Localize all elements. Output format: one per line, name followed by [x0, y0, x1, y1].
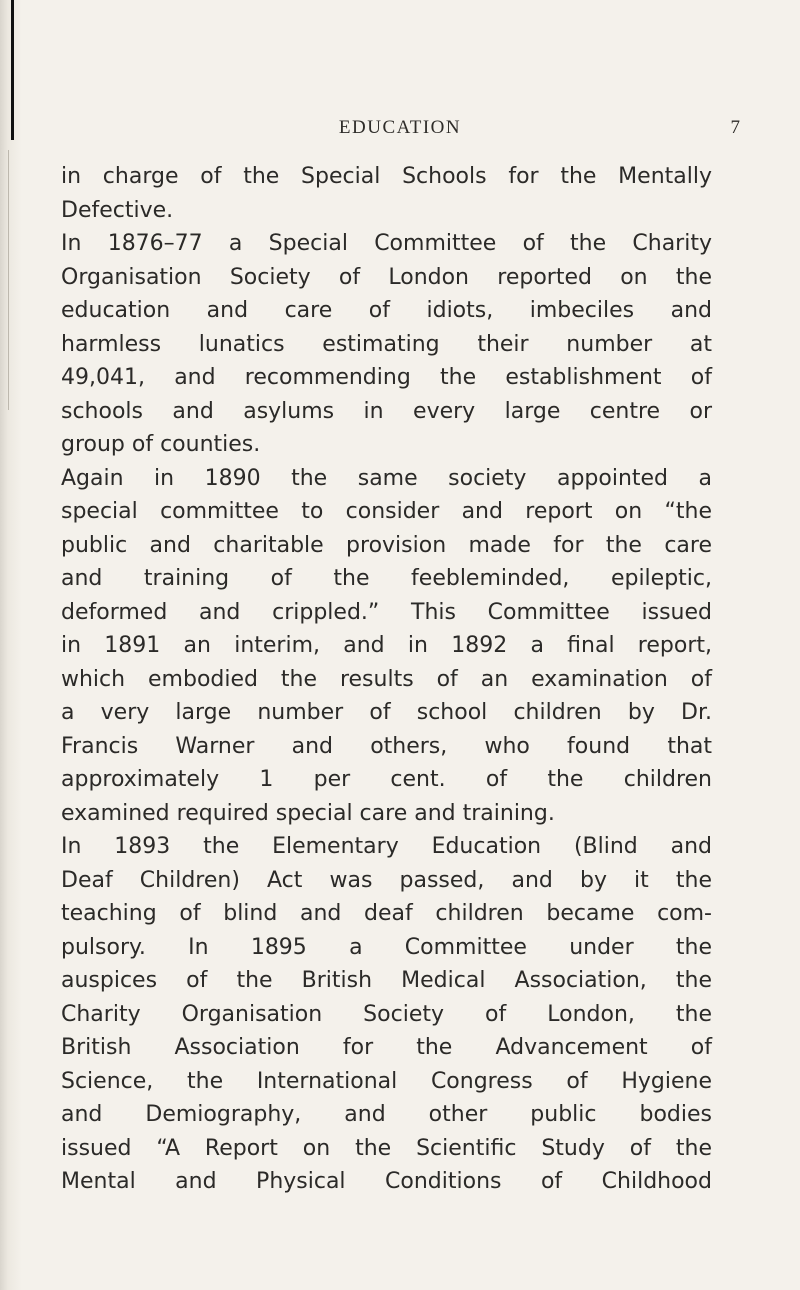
page-number: 7 [730, 117, 740, 138]
text-line: auspices of the British Medical Association, the [61, 968, 712, 993]
text-line: British Association for the Advancement of [61, 1035, 712, 1060]
binding-shadow-line [11, 0, 14, 140]
text-line: examined required special care and training. [61, 800, 555, 826]
text-line: In 1876–77 a Special Committee of the Charity [61, 231, 712, 256]
text-line: and training of the feebleminded, epileptic, [61, 566, 712, 591]
text-line: schools and asylums in every large centre or [61, 398, 712, 424]
text-line: deformed and crippled.” This Committee issued [61, 599, 712, 625]
text-line: Mental and Physical Conditions of Childhood [61, 1169, 712, 1194]
text-line: Charity Organisation Society of London, the [61, 1001, 712, 1027]
text-line: education and care of idiots, imbeciles and [61, 298, 712, 323]
text-line: pulsory. In 1895 a Committee under the [61, 934, 712, 960]
text-line: special committee to consider and report on “the [61, 499, 712, 524]
text-line: Defective. [61, 197, 174, 223]
text-line: harmless lunatics estimating their number at [61, 331, 712, 357]
text-line: 49,041, and recommending the establishment of [61, 365, 712, 390]
text-line: and Demiography, and other public bodies [61, 1102, 712, 1127]
text-line: public and charitable provision made for the care [61, 532, 712, 558]
running-head [60, 117, 740, 143]
body-text [61, 160, 712, 1199]
page-binding-edge [0, 0, 22, 1290]
text-line: In 1893 the Elementary Education (Blind and [61, 834, 712, 859]
text-line: Francis Warner and others, who found that [61, 733, 712, 759]
text-line: issued “A Report on the Scientific Study of the [61, 1135, 712, 1161]
text-line: a very large number of school children by Dr. [61, 700, 712, 725]
text-line: Organisation Society of London reported on the [61, 264, 712, 290]
text-line: approximately 1 per cent. of the children [61, 767, 712, 792]
text-line: group of counties. [61, 432, 261, 457]
binding-faint-line [8, 150, 9, 410]
text-line: in 1891 an interim, and in 1892 a final report, [61, 633, 712, 658]
text-line: in charge of the Special Schools for the Mentally [61, 164, 712, 189]
text-line: Science, the International Congress of Hygiene [61, 1068, 712, 1094]
text-line: which embodied the results of an examination of [61, 666, 712, 692]
text-line: teaching of blind and deaf children became com- [61, 901, 712, 926]
text-line: Deaf Children) Act was passed, and by it the [61, 867, 712, 893]
running-head-title: EDUCATION [338, 117, 462, 138]
text-line: Again in 1890 the same society appointed a [61, 465, 712, 491]
